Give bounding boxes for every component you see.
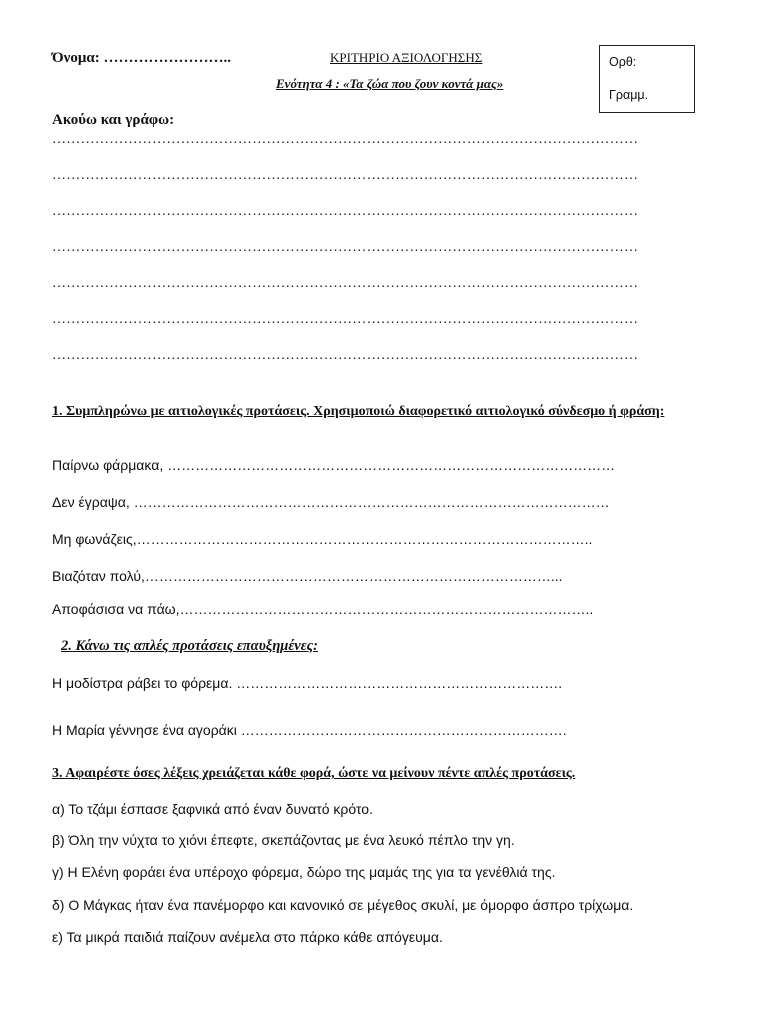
exercise-3-item: γ) Η Ελένη φοράει ένα υπέροχο φόρεμα, δώρο της μαμάς της για τα γενέθλιά της. [52, 864, 556, 880]
exercise-3-item: δ) Ο Μάγκας ήταν ένα πανέμορφο και κανονικό σε μέγεθος σκυλί, με όμορφο άσπρο τρίχωμα. [52, 897, 634, 913]
exercise-2-item: Η Μαρία γέννησε ένα αγοράκι ……………………………………………………………. [52, 722, 567, 738]
dictation-line: …………………………………………………………………………………………………………… [52, 276, 639, 291]
dictation-heading: Ακούω και γράφω: [52, 112, 175, 128]
exercise-1-item: Αποφάσισα να πάω,…………………………………………………………………………….. [52, 601, 594, 617]
unit-subtitle: Ενότητα 4 : «Τα ζώα που ζουν κοντά μας» [276, 76, 504, 91]
dictation-line: …………………………………………………………………………………………………………… [52, 204, 639, 219]
dictation-line: …………………………………………………………………………………………………………… [52, 240, 639, 255]
exercise-1-item: Δεν έγραψα, ………………………………………………………………………………………… [52, 494, 610, 510]
page-title: ΚΡΙΤΗΡΙΟ ΑΞΙΟΛΟΓΗΣΗΣ [330, 50, 483, 65]
dictation-line: …………………………………………………………………………………………………………… [52, 132, 639, 147]
exercise-3-item: α) Το τζάμι έσπασε ξαφνικά από έναν δυνατό κρότο. [52, 801, 373, 817]
name-field-label: Όνομα: …………………….. [52, 50, 231, 66]
exercise-3-item: β) Όλη την νύχτα το χιόνι έπεφτε, σκεπάζοντας με ένα λευκό πέπλο την γη. [52, 832, 515, 848]
exercise-1-item: Παίρνω φάρμακα, …………………………………………………………………………………… [52, 457, 616, 473]
exercise-2-heading: 2. Κάνω τις απλές προτάσεις επαυξημένες: [61, 638, 318, 654]
grade-box [599, 45, 695, 113]
grade-gramm-label: Γραμμ. [609, 88, 649, 102]
grade-orth-label: Ορθ: [609, 55, 637, 69]
exercise-1-item: Μη φωνάζεις,…………………………………………………………………………………….. [52, 531, 593, 547]
exercise-1-heading: 1. Συμπληρώνω με αιτιολογικές προτάσεις. Χρησιμοποιώ διαφορετικό αιτιολογικό σύνδεσμο ή φράση: [52, 404, 665, 419]
dictation-line: …………………………………………………………………………………………………………… [52, 312, 639, 327]
dictation-line: …………………………………………………………………………………………………………… [52, 168, 639, 183]
dictation-line: …………………………………………………………………………………………………………… [52, 348, 639, 363]
exercise-1-item: Βιαζόταν πολύ,……………………………………………………………………………... [52, 568, 563, 584]
exercise-2-item: Η μοδίστρα ράβει το φόρεμα. ……………………………………………………………. [52, 675, 563, 691]
exercise-3-heading: 3. Αφαιρέστε όσες λέξεις χρειάζεται κάθε φορά, ώστε να μείνουν πέντε απλές προτάσεις. [52, 766, 576, 781]
exercise-3-item: ε) Τα μικρά παιδιά παίζουν ανέμελα στο πάρκο κάθε απόγευμα. [52, 929, 443, 945]
